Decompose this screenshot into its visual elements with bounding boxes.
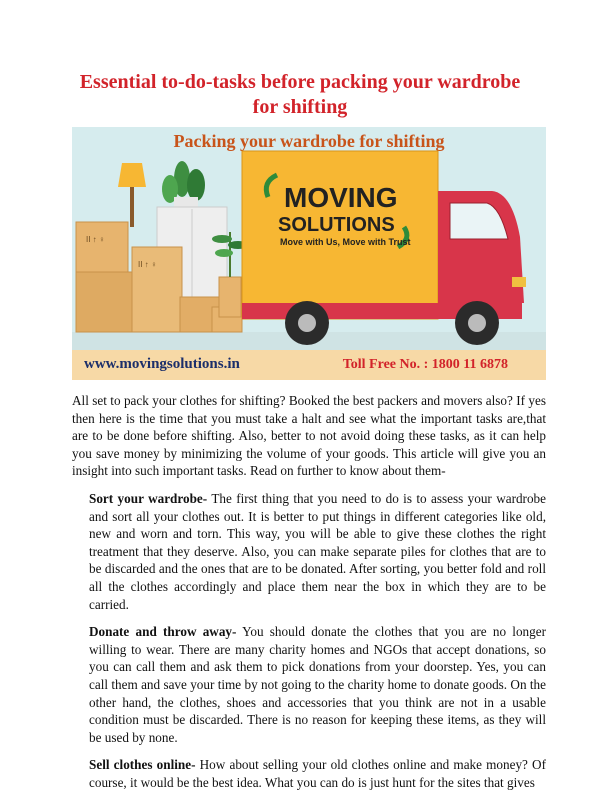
box-mark: II ↑ ♀ — [138, 260, 157, 269]
section-text: The first thing that you need to do is to assess your wardrobe and sort all your clothes out. It is better to put things in different categories like old, new and worn and torn. This way, you will be able to give these clothes the right treatment that they deserve. Also, you can make separate piles for clothes that are to be discarded and the ones that are to be donated. After sorting, you better fold and roll all the clothes accordingly and place them near the box in which they are to be carried. — [89, 490, 546, 612]
logo-tagline: Move with Us, Move with Trust — [280, 237, 411, 247]
intro-paragraph: All set to pack your clothes for shifting? Booked the best packers and movers also? If yes then here is the time that you must take a halt and see what the important tasks are,that are to be done before shifting. Also, better to not avoid doing these tasks, as it can help you save money by minimizing the volume of your goods. This article will give you an insight into such important tasks. Read on further to know about them- — [72, 393, 546, 479]
section-sell-online — [89, 756, 546, 791]
toll-free-number: Toll Free No. : 1800 11 6878 — [342, 357, 508, 372]
section-donate-throw — [89, 623, 546, 746]
section-sort-wardrobe — [89, 490, 546, 613]
truck-icon — [242, 151, 526, 345]
section-heading: Sell clothes online- — [89, 757, 196, 773]
section-text: You should donate the clothes that you are no longer willing to wear. There are many charity homes and NGOs that accept donations, so you can call them and ask them to pick donations from your doorstep. Yes, you can call them and save your time by not going to the charity home to donate goods. On the other hand, the clothes, shoes and accessories that you think are not in a usable condition must be discarded. There is no reason for keeping these items, as they will be used by none. — [89, 624, 546, 745]
potted-plant-icon — [162, 161, 205, 211]
lamp-icon — [118, 163, 146, 227]
logo-line1: MOVING — [284, 182, 398, 213]
website-link[interactable]: www.movingsolutions.in — [84, 356, 240, 372]
banner-illustration — [72, 127, 546, 380]
banner-heading: Packing your wardrobe for shifting — [173, 131, 445, 151]
moving-solutions-logo — [266, 175, 410, 247]
box-mark: II ↑ ♀ — [86, 235, 105, 244]
section-heading: Sort your wardrobe- — [89, 490, 208, 506]
page-title: Essential to-do-tasks before packing your wardrobe for shifting — [79, 71, 521, 118]
banner-image — [72, 127, 546, 380]
section-heading: Donate and throw away- — [89, 624, 237, 640]
banner-footer-strip — [72, 350, 546, 380]
section-text: How about selling your old clothes online and make money? Of course, it would be the best idea. What you can do is just hunt for the sites that gives — [89, 757, 546, 790]
logo-line2: SOLUTIONS — [278, 214, 395, 236]
article-body — [72, 392, 546, 801]
